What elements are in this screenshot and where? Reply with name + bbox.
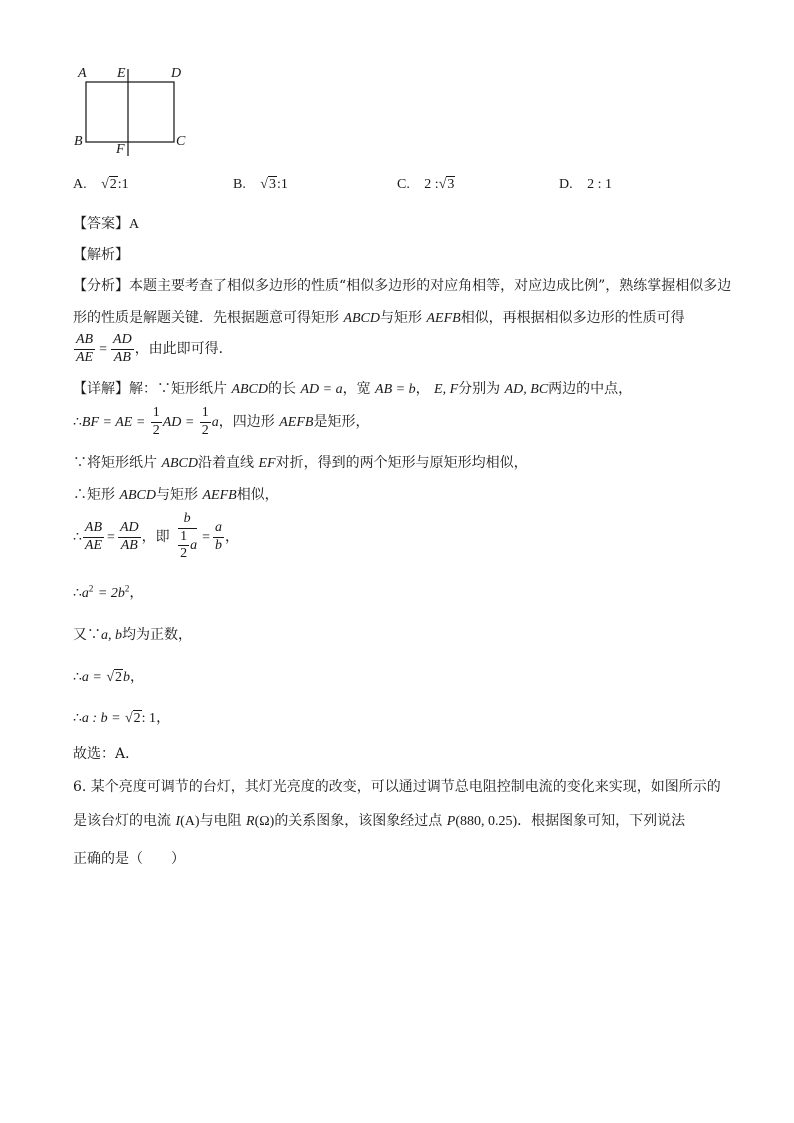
fenxi-frac2-den: AB xyxy=(113,349,131,365)
fenxi-equals: = xyxy=(99,342,108,358)
xiangjie-l8-b: ， xyxy=(130,669,145,685)
xiangjie-line8 xyxy=(73,666,144,686)
xiangjie-l2-half1-den: 2 xyxy=(152,422,160,438)
xiangjie-l5-f1-num: AB xyxy=(83,521,104,538)
xiangjie-l1-ad-eq-a: AD = a xyxy=(300,382,343,397)
xiangjie-l6-rhs: = 2b xyxy=(97,586,125,601)
xiangjie-line6 xyxy=(73,582,143,602)
xiangjie-l1-a: 解：∵矩形纸片 xyxy=(129,381,227,397)
xiangjie-l1-ef: E, F xyxy=(434,382,459,397)
xiangjie-l5-f3-num: b xyxy=(178,512,197,529)
xiangjie-l3-b: 沿着直线 xyxy=(198,455,255,471)
xiangjie-l1-abcd: ABCD xyxy=(231,382,269,397)
q6-point-var: P xyxy=(446,814,456,829)
xiangjie-l5-f3-inner xyxy=(178,530,189,562)
answer-value: A xyxy=(129,217,140,232)
xiangjie-l4-b: 与矩形 xyxy=(156,487,199,503)
xiangjie-l1-f: 两边的中点， xyxy=(548,381,633,397)
xiangjie-l4-aefb: AEFB xyxy=(202,488,237,503)
xiangjie-l2-half1-num: 1 xyxy=(151,406,162,423)
label-a: A xyxy=(78,66,87,81)
xiangjie-line5 xyxy=(73,512,239,562)
xiangjie-line2 xyxy=(73,406,369,438)
option-d-letter: D. xyxy=(559,177,573,192)
xiangjie-l8-sqrt: √2 xyxy=(106,670,123,685)
xiangjie-l2-bf-ae: BF = AE = xyxy=(81,415,146,431)
q6-resistance-var: R xyxy=(246,814,255,829)
xiangjie-line9 xyxy=(73,707,170,727)
fenxi-math-aefb: AEFB xyxy=(426,311,461,326)
answer-tag: 【答案】 xyxy=(73,216,129,232)
xiangjie-line1 xyxy=(73,378,632,398)
xiangjie-l5-f1-den: AE xyxy=(84,537,103,553)
xiangjie-l1-ab-eq-b: AB = b xyxy=(375,382,416,397)
fenxi-fraction-ab-ae xyxy=(74,333,95,365)
label-b: B xyxy=(74,134,83,149)
question6-line2 xyxy=(73,810,685,830)
option-d xyxy=(559,176,612,193)
xiangjie-l7-ab: a, b xyxy=(101,628,122,643)
option-c xyxy=(397,176,455,193)
xiangjie-l6-a: ∴ xyxy=(73,585,82,601)
label-c: C xyxy=(176,134,186,149)
fenxi-text1: 本题主要考查了相似多边形的性质“相似多边形的对应角相等，对应边成比例”，熟练掌握相似多边 xyxy=(129,278,732,294)
xiangjie-l9-radicand: 2 xyxy=(133,711,141,726)
q6-current-var: I xyxy=(175,814,181,829)
xiangjie-l5-f2-den: AB xyxy=(120,537,138,553)
option-b-math: √3 xyxy=(260,177,276,192)
q6-current-unit: (A) xyxy=(180,814,200,829)
xiangjie-l9-b: ， xyxy=(156,710,171,726)
q6-text-b: 与电阻 xyxy=(199,813,242,829)
xiangjie-l3-abcd: ABCD xyxy=(161,456,199,471)
xiangjie-l1-d: ， xyxy=(415,381,430,397)
fenxi-frac1-num: AB xyxy=(74,333,95,350)
xiangjie-l8-b-var: b xyxy=(123,670,131,685)
xiangjie-l9-ratio: : 1 xyxy=(141,711,157,726)
xiangjie-l3-ef: EF xyxy=(258,456,276,471)
xiangjie-l5-a: ∴ xyxy=(73,529,82,546)
option-a-letter: A. xyxy=(73,177,87,192)
fenxi-text2a: 形的性质是解题关键．先根据题意可得矩形 xyxy=(73,310,339,326)
fenxi-fraction-ad-ab xyxy=(111,333,134,365)
xiangjie-l2-a-var: a xyxy=(211,415,219,431)
xiangjie-l2-a: ∴ xyxy=(73,414,82,431)
answer-line xyxy=(73,213,139,233)
xiangjie-l2-b: ，四边形 xyxy=(218,414,275,431)
option-d-text: 2 : 1 xyxy=(587,177,612,192)
q6-resistance-unit: (Ω) xyxy=(254,814,275,829)
fenxi-text2b: 与矩形 xyxy=(380,310,423,326)
xiangjie-l8-radicand: 2 xyxy=(115,670,123,685)
xiangjie-l5-f3-inner-num: 1 xyxy=(178,530,189,547)
xiangjie-l2-half2-den: 2 xyxy=(201,422,209,438)
xiangjie-l5-frac-a-b xyxy=(213,521,224,553)
xiangjie-l6-b: ， xyxy=(129,585,144,601)
fenxi-frac2-num: AD xyxy=(111,333,134,350)
xiangjie-line10: 故选：A． xyxy=(73,746,140,762)
xiangjie-l3-c: 对折，得到的两个矩形与原矩形均相似， xyxy=(275,455,528,471)
fenxi-text3: ，由此即可得． xyxy=(134,341,233,358)
xiangjie-l2-half1 xyxy=(151,406,162,438)
option-b-letter: B. xyxy=(233,177,246,192)
option-c-prefix: 2 : xyxy=(424,177,439,192)
xiangjie-l5-c: ， xyxy=(224,529,239,546)
fenxi-math-abcd: ABCD xyxy=(343,311,381,326)
xiangjie-l9-a: ∴ xyxy=(73,710,82,726)
xiangjie-l4-abcd: ABCD xyxy=(119,488,157,503)
option-c-letter: C. xyxy=(397,177,410,192)
xiangjie-l5-b: ，即 xyxy=(141,529,170,546)
rectangle-figure xyxy=(70,62,200,162)
question6-line1: 6. 某个亮度可调节的台灯，其灯光亮度的改变，可以通过调节总电阻控制电流的变化来实现，如图所示的 xyxy=(73,779,721,795)
xiangjie-l3-a: ∵将矩形纸片 xyxy=(73,455,157,471)
analysis-tag: 【解析】 xyxy=(73,247,129,263)
xiangjie-l7-a: 又∵ xyxy=(73,627,101,643)
xiangjie-l8-a: ∴ xyxy=(73,669,82,685)
fenxi-tag: 【分析】 xyxy=(73,278,129,294)
xiangjie-l5-f3-den xyxy=(175,529,199,562)
fenxi-frac1-den: AE xyxy=(76,349,94,365)
xiangjie-line4 xyxy=(73,484,279,504)
fenxi-text2c: 相似，再根据相似多边形的性质可得 xyxy=(460,310,685,326)
xiangjie-l1-c: ，宽 xyxy=(342,381,371,397)
option-a-math: √2 xyxy=(101,177,117,192)
xiangjie-l5-f4-num: a xyxy=(213,521,224,538)
xiangjie-l4-c: 相似， xyxy=(236,487,279,503)
xiangjie-l5-eq2: = xyxy=(202,530,210,546)
xiangjie-l1-e: 分别为 xyxy=(458,381,501,397)
xiangjie-l2-ad: AD = xyxy=(162,415,195,431)
xiangjie-l5-f2-num: AD xyxy=(118,521,141,538)
xiangjie-l5-frac-ab-ae xyxy=(83,521,104,553)
xiangjie-l1-ad-bc: AD, BC xyxy=(504,382,549,397)
fenxi-line1 xyxy=(73,275,731,295)
option-c-radicand: 3 xyxy=(447,177,455,192)
option-c-math: √3 xyxy=(438,177,455,192)
q6-text-a: 是该台灯的电流 xyxy=(73,813,171,829)
label-d: D xyxy=(171,66,182,81)
xiangjie-l2-aefb: AEFB xyxy=(279,415,314,431)
xiangjie-l7-b: 均为正数， xyxy=(122,627,192,643)
fenxi-line3 xyxy=(73,333,233,365)
xiangjie-l4-a: ∴矩形 xyxy=(73,487,115,503)
xiangjie-l5-f3-var: a xyxy=(190,537,198,553)
xiangjie-l1-b: 的长 xyxy=(268,381,297,397)
xiangjie-l9-sqrt: √2 xyxy=(124,711,141,726)
label-f: F xyxy=(116,142,125,157)
option-b-rest: :1 xyxy=(276,177,288,192)
fenxi-line2 xyxy=(73,307,685,327)
option-b xyxy=(233,176,288,193)
option-a xyxy=(73,176,129,193)
q6-point-coords: (880, 0.25) xyxy=(455,814,518,829)
xiangjie-l5-f3-inner-den: 2 xyxy=(180,546,188,562)
xiangjie-tag: 【详解】 xyxy=(73,381,129,397)
q6-text-c: 的关系图象，该图象经过点 xyxy=(274,813,443,829)
xiangjie-l5-f4-den: b xyxy=(214,537,222,553)
xiangjie-l5-frac-ad-ab xyxy=(118,521,141,553)
option-b-radicand: 3 xyxy=(268,177,276,192)
xiangjie-l2-half2 xyxy=(200,406,211,438)
q6-text-d: ．根据图象可知，下列说法 xyxy=(517,813,686,829)
xiangjie-l6-exp1: 2 xyxy=(88,583,94,594)
xiangjie-l8-lhs: a = xyxy=(81,670,102,685)
xiangjie-l9-lhs: a : b = xyxy=(81,711,121,726)
xiangjie-l5-eq: = xyxy=(107,530,115,546)
xiangjie-l6-a-var: a xyxy=(81,586,89,601)
xiangjie-l6-exp2: 2 xyxy=(124,583,130,594)
rectangle-abcd xyxy=(86,82,174,142)
xiangjie-l2-c: 是矩形， xyxy=(313,414,370,431)
xiangjie-line3 xyxy=(73,452,528,472)
xiangjie-l5-complex-frac xyxy=(175,512,199,562)
label-e: E xyxy=(117,66,126,81)
xiangjie-l2-half2-num: 1 xyxy=(200,406,211,423)
option-a-rest: :1 xyxy=(117,177,129,192)
xiangjie-line7 xyxy=(73,624,192,644)
question6-line3: 正确的是（ ） xyxy=(73,851,185,867)
option-a-radicand: 2 xyxy=(109,177,117,192)
